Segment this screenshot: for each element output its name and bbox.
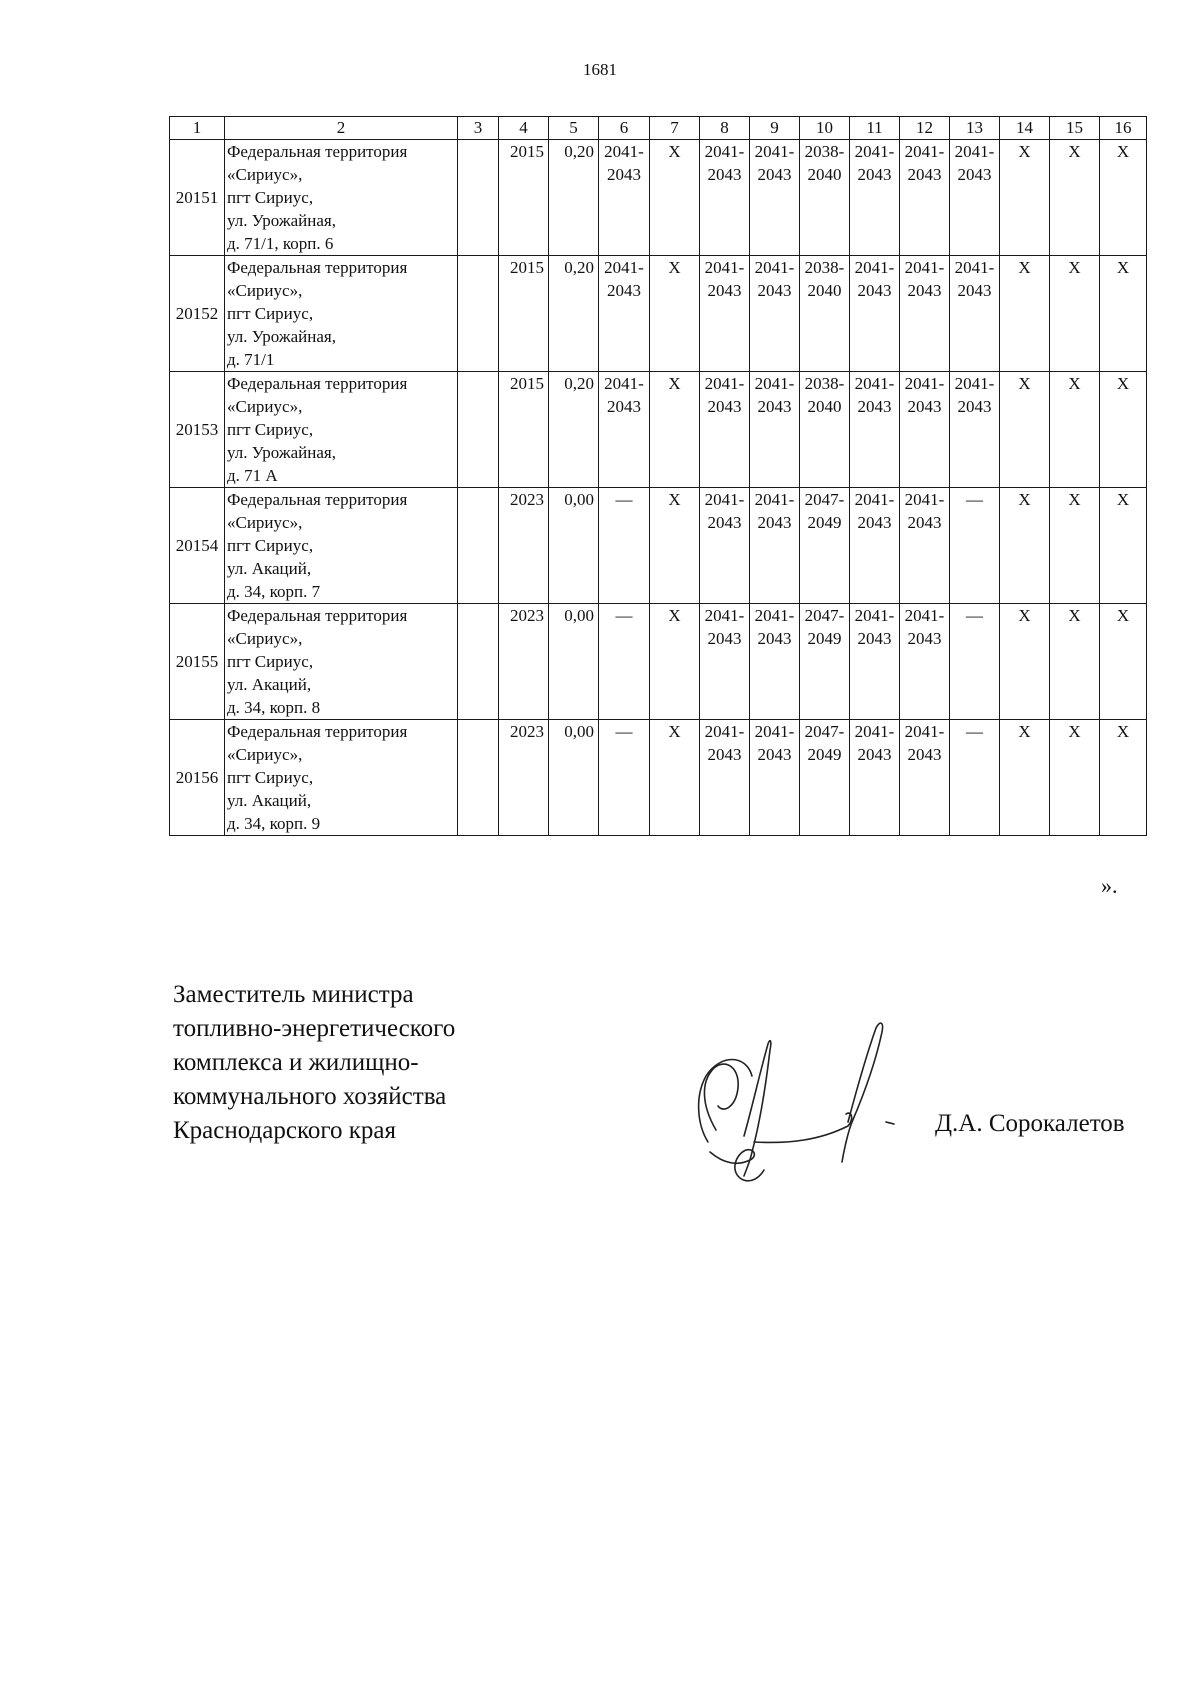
cell-text: X xyxy=(668,490,681,509)
cell-address xyxy=(225,372,458,488)
cell-text: 2041- 2043 xyxy=(754,142,795,184)
cell-text: Федеральная территория «Сириус», пгт Сириус, ул. Урожайная, д. 71 А xyxy=(227,374,408,485)
cell-column-6 xyxy=(599,488,650,604)
cell-column-5 xyxy=(549,604,599,720)
cell-column-9 xyxy=(750,720,800,836)
cell-text: 2041- 2043 xyxy=(604,142,644,184)
cell-text: X xyxy=(1116,490,1130,509)
cell-column-9 xyxy=(750,488,800,604)
cell-column-12 xyxy=(900,372,950,488)
cell-text: 0,20 xyxy=(564,258,594,277)
cell-column-11 xyxy=(850,604,900,720)
closing-quote: ». xyxy=(1101,873,1118,898)
cell-text: X xyxy=(1018,722,1031,741)
cell-text: 2038- 2040 xyxy=(804,258,845,300)
cell-text: 2041- 2043 xyxy=(754,722,795,764)
cell-text: X xyxy=(1116,722,1130,741)
cell-text: 2041- 2043 xyxy=(854,258,895,300)
cell-column-11 xyxy=(850,372,900,488)
cell-record-number xyxy=(170,488,225,604)
cell-column-9 xyxy=(750,140,800,256)
cell-column-8 xyxy=(700,604,750,720)
cell-text: 0,20 xyxy=(564,142,594,161)
cell-column-16 xyxy=(1100,140,1147,256)
column-number-6: 6 xyxy=(599,117,650,140)
cell-column-13 xyxy=(950,720,1000,836)
cell-column-11 xyxy=(850,140,900,256)
cell-text: — xyxy=(615,490,633,509)
cell-text: 2041- 2043 xyxy=(854,142,895,184)
cell-column-15 xyxy=(1050,720,1100,836)
cell-text: 2038- 2040 xyxy=(804,142,845,184)
column-number-16: 16 xyxy=(1100,117,1147,140)
cell-column-7 xyxy=(650,720,700,836)
cell-text: Федеральная территория «Сириус», пгт Сириус, ул. Акаций, д. 34, корп. 8 xyxy=(227,606,408,717)
cell-column-7 xyxy=(650,488,700,604)
cell-text: X xyxy=(1018,490,1031,509)
cell-column-3 xyxy=(458,140,499,256)
cell-text: 20155 xyxy=(175,652,219,671)
cell-text: 2041- 2043 xyxy=(704,722,745,764)
cell-record-number xyxy=(170,604,225,720)
cell-text: 2041- 2043 xyxy=(854,606,895,648)
cell-text: 2047- 2049 xyxy=(804,722,845,764)
cell-text: Федеральная территория «Сириус», пгт Сириус, ул. Урожайная, д. 71/1, корп. 6 xyxy=(227,142,408,253)
cell-text: Федеральная территория «Сириус», пгт Сириус, ул. Урожайная, д. 71/1 xyxy=(227,258,408,369)
cell-text: 2041- 2043 xyxy=(704,142,745,184)
cell-column-8 xyxy=(700,720,750,836)
cell-text: X xyxy=(1068,606,1081,625)
cell-column-6 xyxy=(599,372,650,488)
cell-text: 20154 xyxy=(175,536,219,555)
cell-text: 20152 xyxy=(175,304,219,323)
cell-text: X xyxy=(1018,258,1031,277)
cell-text: 2041- 2043 xyxy=(904,374,945,416)
cell-column-12 xyxy=(900,604,950,720)
table-row xyxy=(170,488,1147,604)
table-header-row xyxy=(170,117,1147,140)
cell-text: 20151 xyxy=(175,188,219,207)
cell-column-10 xyxy=(800,256,850,372)
column-number-7: 7 xyxy=(650,117,700,140)
cell-text: X xyxy=(668,722,681,741)
cell-text: X xyxy=(1116,606,1130,625)
cell-text: — xyxy=(966,490,983,509)
cell-column-16 xyxy=(1100,372,1147,488)
cell-text: Федеральная территория «Сириус», пгт Сириус, ул. Акаций, д. 34, корп. 7 xyxy=(227,490,408,601)
cell-text: 2041- 2043 xyxy=(954,142,995,184)
cell-text: 0,00 xyxy=(564,490,594,509)
cell-text: 2015 xyxy=(510,142,544,161)
cell-column-10 xyxy=(800,488,850,604)
column-number-8: 8 xyxy=(700,117,750,140)
cell-text: X xyxy=(1068,258,1081,277)
cell-text: X xyxy=(668,606,681,625)
cell-column-9 xyxy=(750,372,800,488)
cell-text: — xyxy=(615,722,633,741)
cell-column-10 xyxy=(800,604,850,720)
cell-text: X xyxy=(1018,374,1031,393)
cell-text: — xyxy=(615,606,633,625)
cell-column-9 xyxy=(750,256,800,372)
cell-text: 2023 xyxy=(510,490,544,509)
cell-text: 0,00 xyxy=(564,722,594,741)
cell-column-14 xyxy=(1000,604,1050,720)
cell-column-6 xyxy=(599,256,650,372)
column-number-15: 15 xyxy=(1050,117,1100,140)
cell-column-15 xyxy=(1050,256,1100,372)
cell-text: X xyxy=(1116,258,1130,277)
column-number-4: 4 xyxy=(499,117,549,140)
table-row xyxy=(170,256,1147,372)
cell-column-5 xyxy=(549,488,599,604)
cell-text: 0,00 xyxy=(564,606,594,625)
cell-column-10 xyxy=(800,140,850,256)
cell-column-15 xyxy=(1050,604,1100,720)
cell-column-12 xyxy=(900,720,950,836)
cell-column-13 xyxy=(950,372,1000,488)
cell-text: 2041- 2043 xyxy=(704,258,745,300)
cell-column-5 xyxy=(549,256,599,372)
cell-column-13 xyxy=(950,604,1000,720)
cell-column-16 xyxy=(1100,488,1147,604)
cell-column-14 xyxy=(1000,256,1050,372)
cell-address xyxy=(225,604,458,720)
cell-text: 2038- 2040 xyxy=(804,374,845,416)
cell-column-13 xyxy=(950,256,1000,372)
column-number-3: 3 xyxy=(458,117,499,140)
cell-text: 2041- 2043 xyxy=(704,374,745,416)
cell-text: X xyxy=(1018,606,1031,625)
cell-text: 2015 xyxy=(510,258,544,277)
table-row xyxy=(170,604,1147,720)
cell-text: X xyxy=(668,374,681,393)
cell-column-13 xyxy=(950,488,1000,604)
cell-column-3 xyxy=(458,604,499,720)
register-table xyxy=(169,116,1147,836)
cell-column-8 xyxy=(700,488,750,604)
cell-column-15 xyxy=(1050,488,1100,604)
cell-column-4 xyxy=(499,604,549,720)
cell-column-3 xyxy=(458,256,499,372)
cell-column-3 xyxy=(458,488,499,604)
cell-text: 2041- 2043 xyxy=(854,722,895,764)
cell-column-7 xyxy=(650,604,700,720)
column-number-14: 14 xyxy=(1000,117,1050,140)
cell-text: X xyxy=(668,142,681,161)
cell-column-7 xyxy=(650,140,700,256)
cell-record-number xyxy=(170,140,225,256)
cell-column-7 xyxy=(650,256,700,372)
handwritten-signature xyxy=(680,1010,900,1200)
column-number-13: 13 xyxy=(950,117,1000,140)
cell-text: X xyxy=(1068,490,1081,509)
column-number-5: 5 xyxy=(549,117,599,140)
cell-column-3 xyxy=(458,372,499,488)
cell-text: 2041- 2043 xyxy=(754,490,795,532)
column-number-12: 12 xyxy=(900,117,950,140)
cell-column-11 xyxy=(850,720,900,836)
cell-column-5 xyxy=(549,372,599,488)
cell-text: 2041- 2043 xyxy=(854,490,895,532)
cell-column-5 xyxy=(549,720,599,836)
column-number-10: 10 xyxy=(800,117,850,140)
cell-column-11 xyxy=(850,256,900,372)
cell-text: X xyxy=(1116,142,1130,161)
cell-column-15 xyxy=(1050,140,1100,256)
cell-column-9 xyxy=(750,604,800,720)
cell-record-number xyxy=(170,372,225,488)
cell-text: 2041- 2043 xyxy=(904,606,945,648)
cell-text: X xyxy=(1068,374,1081,393)
cell-column-13 xyxy=(950,140,1000,256)
cell-text: 2041- 2043 xyxy=(854,374,895,416)
cell-text: 2041- 2043 xyxy=(904,722,945,764)
cell-text: 20156 xyxy=(175,768,219,787)
cell-record-number xyxy=(170,720,225,836)
cell-text: — xyxy=(966,722,983,741)
cell-text: X xyxy=(1068,722,1081,741)
cell-address xyxy=(225,720,458,836)
column-number-1: 1 xyxy=(170,117,225,140)
cell-text: 2041- 2043 xyxy=(604,374,644,416)
cell-column-12 xyxy=(900,140,950,256)
cell-column-6 xyxy=(599,604,650,720)
cell-column-4 xyxy=(499,488,549,604)
cell-column-6 xyxy=(599,140,650,256)
cell-text: 2015 xyxy=(510,374,544,393)
cell-column-4 xyxy=(499,720,549,836)
cell-column-14 xyxy=(1000,720,1050,836)
table-row xyxy=(170,140,1147,256)
cell-text: X xyxy=(668,258,681,277)
cell-text: X xyxy=(1116,374,1130,393)
cell-column-4 xyxy=(499,140,549,256)
cell-address xyxy=(225,488,458,604)
cell-column-4 xyxy=(499,256,549,372)
cell-record-number xyxy=(170,256,225,372)
cell-text: 2047- 2049 xyxy=(804,606,845,648)
column-number-11: 11 xyxy=(850,117,900,140)
cell-column-10 xyxy=(800,720,850,836)
cell-text: 2041- 2043 xyxy=(754,374,795,416)
cell-column-16 xyxy=(1100,720,1147,836)
cell-column-4 xyxy=(499,372,549,488)
cell-text: 2023 xyxy=(510,722,544,741)
cell-column-3 xyxy=(458,720,499,836)
cell-column-10 xyxy=(800,372,850,488)
cell-text: 2041- 2043 xyxy=(704,490,745,532)
cell-column-8 xyxy=(700,140,750,256)
column-number-9: 9 xyxy=(750,117,800,140)
signatory-position: Заместитель министра топливно-энергетического комплекса и жилищно- коммунального хозяйства Краснодарского края xyxy=(173,981,456,1144)
cell-text: Федеральная территория «Сириус», пгт Сириус, ул. Акаций, д. 34, корп. 9 xyxy=(227,722,408,833)
cell-column-15 xyxy=(1050,372,1100,488)
cell-text: 2047- 2049 xyxy=(804,490,845,532)
cell-text: 2041- 2043 xyxy=(904,490,945,532)
cell-column-16 xyxy=(1100,604,1147,720)
cell-text: 2041- 2043 xyxy=(904,142,945,184)
cell-text: X xyxy=(1068,142,1081,161)
cell-text: 2041- 2043 xyxy=(954,258,995,300)
cell-column-8 xyxy=(700,372,750,488)
cell-address xyxy=(225,140,458,256)
cell-text: 20153 xyxy=(175,420,219,439)
cell-text: 2023 xyxy=(510,606,544,625)
cell-text: — xyxy=(966,606,983,625)
cell-column-6 xyxy=(599,720,650,836)
signatory-name: Д.А. Сорокалетов xyxy=(935,1110,1125,1137)
cell-text: 2041- 2043 xyxy=(704,606,745,648)
cell-text: 2041- 2043 xyxy=(604,258,644,300)
cell-text: 0,20 xyxy=(564,374,594,393)
column-number-2: 2 xyxy=(225,117,458,140)
cell-text: 2041- 2043 xyxy=(954,374,995,416)
cell-column-16 xyxy=(1100,256,1147,372)
cell-column-14 xyxy=(1000,140,1050,256)
cell-column-14 xyxy=(1000,488,1050,604)
cell-column-5 xyxy=(549,140,599,256)
page-number: 1681 xyxy=(583,60,617,79)
cell-text: 2041- 2043 xyxy=(904,258,945,300)
table-row xyxy=(170,372,1147,488)
cell-column-11 xyxy=(850,488,900,604)
cell-column-12 xyxy=(900,256,950,372)
cell-text: 2041- 2043 xyxy=(754,606,795,648)
table-row xyxy=(170,720,1147,836)
cell-column-12 xyxy=(900,488,950,604)
cell-column-8 xyxy=(700,256,750,372)
cell-text: 2041- 2043 xyxy=(754,258,795,300)
cell-column-7 xyxy=(650,372,700,488)
cell-text: X xyxy=(1018,142,1031,161)
cell-column-14 xyxy=(1000,372,1050,488)
cell-address xyxy=(225,256,458,372)
